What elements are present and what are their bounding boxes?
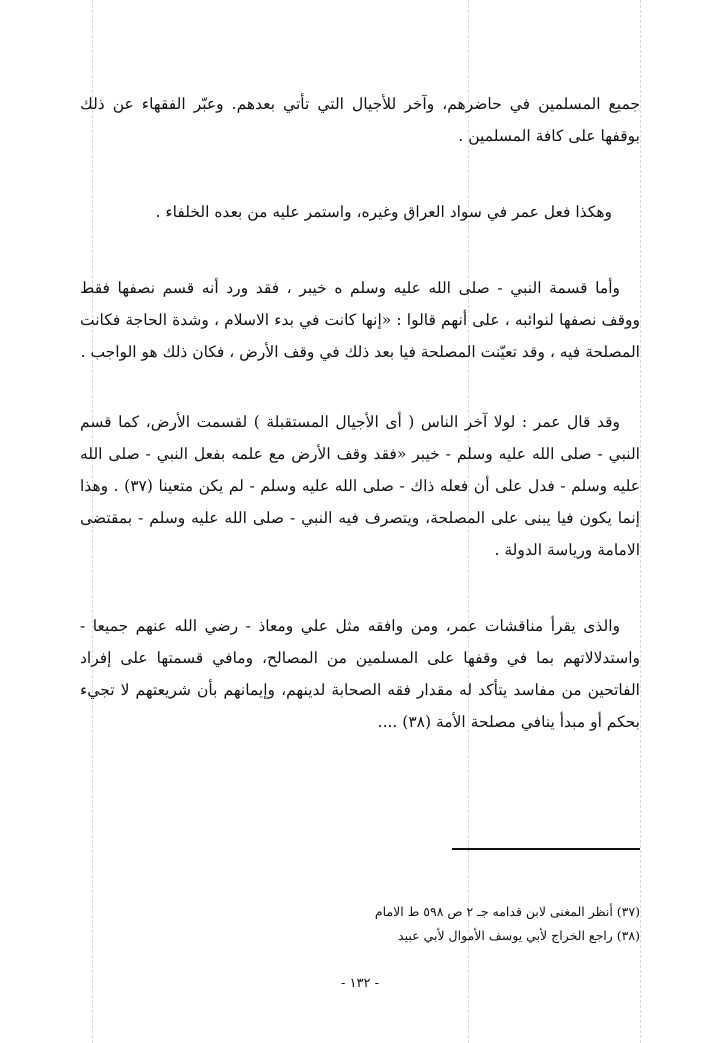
paragraph: وقد قال عمر : لولا آخر الناس ( أى الأجيال المستقبلة ) لقسمت الأرض، كما قسم النبي - صلى الله عليه وسلم - خيبر «فقد وقف الأرض مع علمه بفعل النبي - صلى الله عليه وسلم - فدل على أن فعله ذاك - صلى الله عليه وسلم - لم يكن متعينا (٣٧) . وهذا إنما يكون فيا يبنى على المصلحة، ويتصرف فيه النبي - صلى الله عليه وسلم - بمقتضى الامامة ورياسة الدولة . xyxy=(80,413,640,559)
main-text xyxy=(80,88,640,738)
footnotes xyxy=(300,900,640,948)
footnote: (٣٨) راجع الخراج لأبي يوسف الأموال لأبي عبيد xyxy=(398,928,640,943)
paragraph: جميع المسلمين في حاضرهم، وآخر للأجيال التي تأتي بعدهم. وعبّر الفقهاء عن ذلك بوقفها على كافة المسلمين . xyxy=(80,95,640,145)
paragraph: وهكذا فعل عمر في سواد العراق وغيره، واستمر عليه من بعده الخلفاء . xyxy=(155,203,612,221)
footnote-divider xyxy=(452,848,640,850)
footnote: (٣٧) أنظر المغنى لابن قدامه جـ ٢ ص ٥٩٨ ط الامام xyxy=(374,904,640,919)
paragraph: وأما قسمة النبي - صلى الله عليه وسلم ه خيبر ، فقد ورد أنه قسم نصفها فقط ووقف نصفها لنوائبه ، على أنهم قالوا : «إنها كانت في بدء الاسلام ، وشدة الحاجة فكانت المصلحة فيه ، وقد تعيّنت المصلحة فيا بعد ذلك في وقف الأرض ، فكان ذلك هو الواجب . xyxy=(80,279,640,361)
scan-guide-line xyxy=(640,0,641,1043)
page-number: - ١٣٢ - xyxy=(340,976,379,991)
paragraph: والذى يقرأ مناقشات عمر، ومن وافقه مثل علي ومعاذ - رضي الله عنهم جميعا - واستدلالاتهم بما في وقفها على المسلمين من المصالح، ومافي قسمتها على إفراد الفاتحين من مفاسد يتأكد له مقدار فقه الصحابة لدينهم، وإيمانهم بأن شريعتهم لا تجيء بحكم أو مبدأ ينافي مصلحة الأمة (٣٨) .... xyxy=(80,617,640,731)
